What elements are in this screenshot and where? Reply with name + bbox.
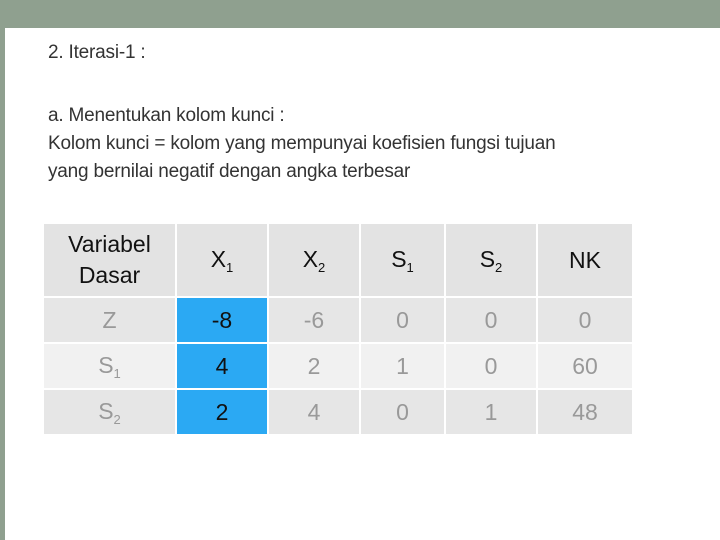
table-cell: 1	[360, 343, 445, 389]
slide-body-text	[48, 102, 708, 186]
table-cell: 0	[445, 297, 537, 343]
step-description-line-2: yang bernilai negatif dengan angka terbesar	[48, 161, 411, 182]
table-cell: 2	[176, 389, 268, 435]
row-variable: $S_2$	[43, 389, 176, 435]
table-cell: 0	[445, 343, 537, 389]
table-cell: 1	[445, 389, 537, 435]
table-row	[43, 297, 633, 343]
table-cell: 0	[360, 297, 445, 343]
slide-heading: 2. Iterasi-1 :	[48, 42, 146, 63]
step-title: a. Menentukan kolom kunci :	[48, 105, 285, 126]
row-variable: $S_1$	[43, 343, 176, 389]
table-cell: 4	[176, 343, 268, 389]
table-cell: 2	[268, 343, 360, 389]
table-header-row	[43, 223, 633, 297]
table-row	[43, 343, 633, 389]
table-row	[43, 389, 633, 435]
table-cell: -6	[268, 297, 360, 343]
header-s2: $S_2$	[445, 223, 537, 297]
simplex-table	[42, 222, 634, 436]
header-x1: $X_1$	[176, 223, 268, 297]
table-cell: -8	[176, 297, 268, 343]
table-cell: 60	[537, 343, 633, 389]
header-x2: $X_2$	[268, 223, 360, 297]
table-cell: 0	[360, 389, 445, 435]
table-cell: 4	[268, 389, 360, 435]
table-cell: 48	[537, 389, 633, 435]
header-s1: $S_1$	[360, 223, 445, 297]
row-variable: Z	[43, 297, 176, 343]
header-nk: NK	[537, 223, 633, 297]
slide	[5, 28, 720, 540]
table-cell: 0	[537, 297, 633, 343]
header-basic-variable: Variabel Dasar	[43, 223, 176, 297]
step-description-line-1: Kolom kunci = kolom yang mempunyai koefisien fungsi tujuan	[48, 133, 556, 154]
